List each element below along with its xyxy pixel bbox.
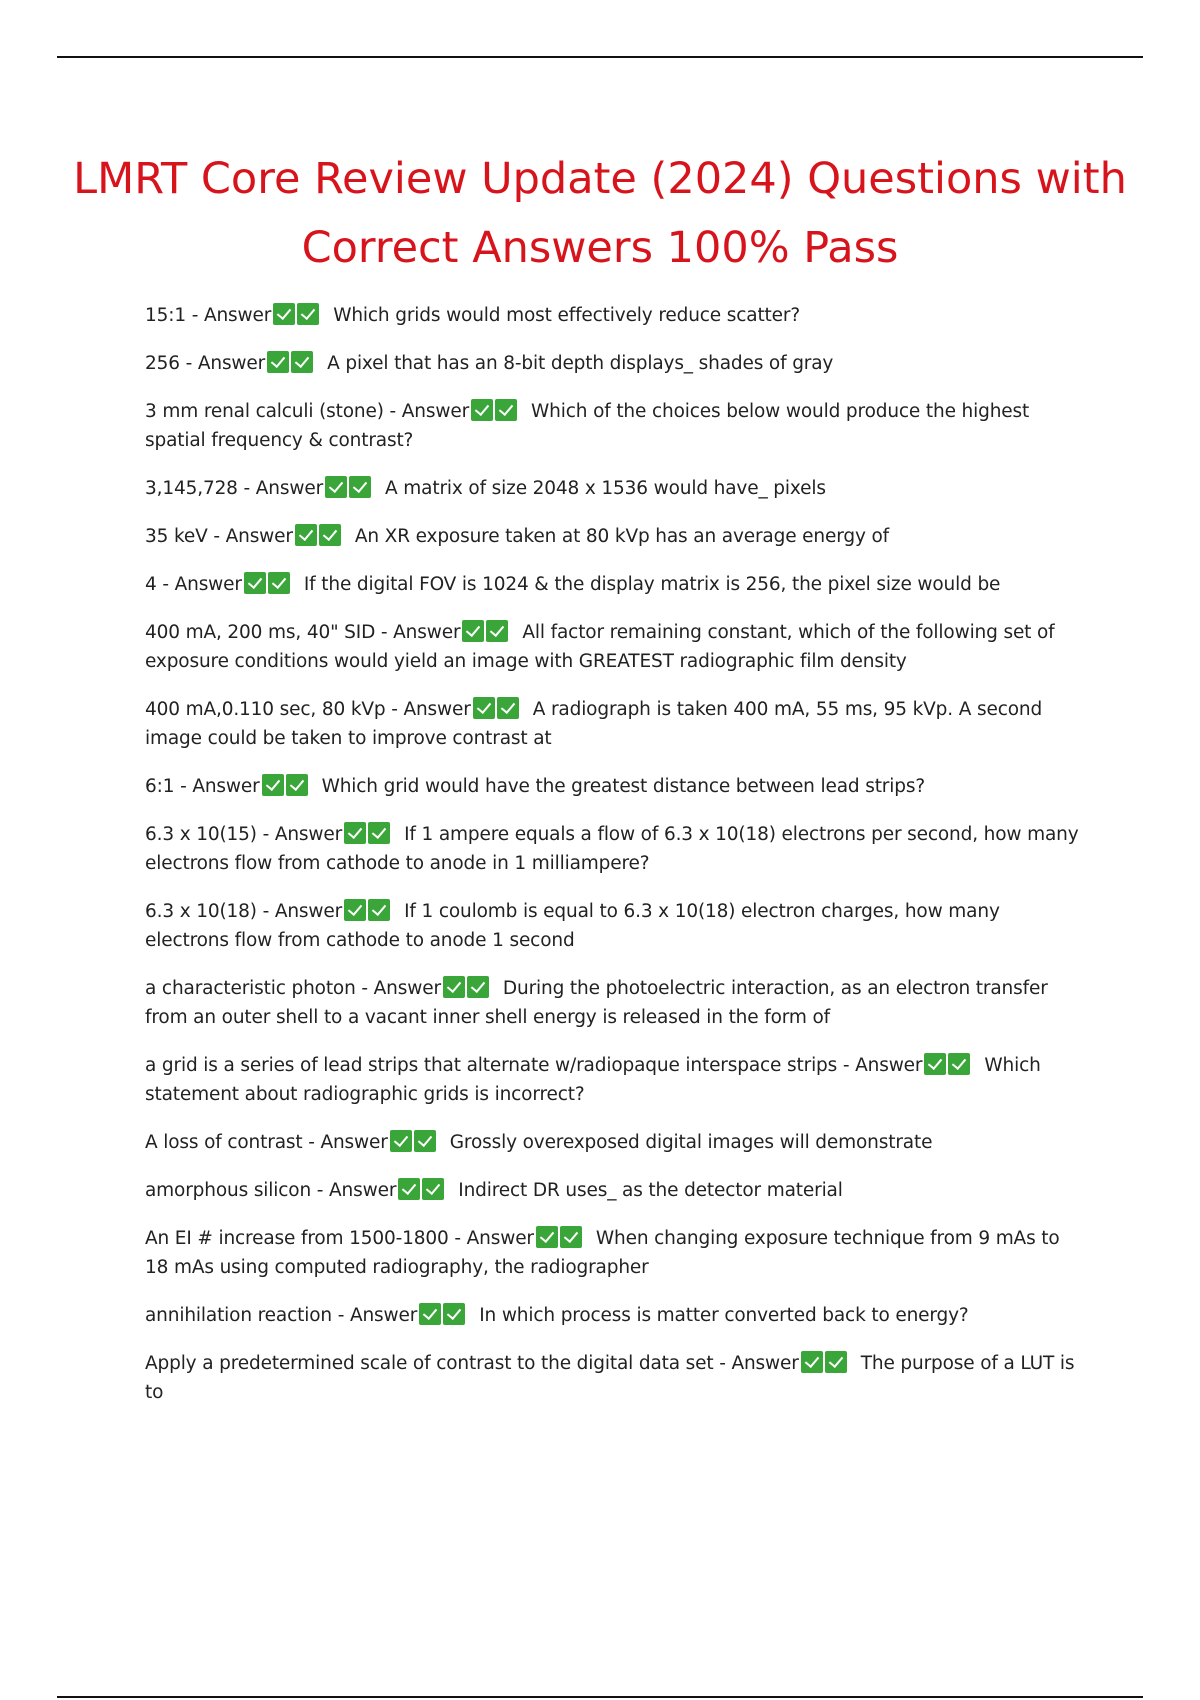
question-text: If the digital FOV is 1024 & the display matrix is 256, the pixel size would be bbox=[303, 574, 1001, 595]
question-text: A pixel that has an 8-bit depth displays_ shades of gray bbox=[327, 353, 834, 374]
check-mark-icon bbox=[948, 1053, 970, 1075]
qa-item bbox=[145, 1349, 1085, 1407]
check-mark-icon bbox=[268, 572, 290, 594]
qa-item bbox=[145, 1051, 1085, 1109]
check-mark-icon bbox=[297, 303, 319, 325]
qa-item bbox=[145, 1128, 1085, 1157]
check-mark-icon bbox=[473, 697, 495, 719]
qa-item bbox=[145, 820, 1085, 878]
qa-item bbox=[145, 570, 1085, 599]
top-divider bbox=[57, 56, 1143, 58]
qa-item bbox=[145, 1224, 1085, 1282]
question-text: In which process is matter converted back to energy? bbox=[479, 1305, 969, 1326]
page-title: LMRT Core Review Update (2024) Questions with Correct Answers 100% Pass bbox=[73, 154, 1127, 273]
bottom-divider bbox=[57, 1696, 1143, 1698]
answer-text: annihilation reaction bbox=[145, 1305, 332, 1326]
question-text: During the photoelectric interaction, as an electron transfer from an outer shell to a vacant inner shell energy is released in the form of bbox=[145, 978, 1048, 1028]
check-mark-icon bbox=[286, 774, 308, 796]
check-mark-icon bbox=[390, 1130, 412, 1152]
check-mark-icon bbox=[560, 1226, 582, 1248]
check-mark-icon bbox=[825, 1351, 847, 1373]
check-mark-icon bbox=[495, 399, 517, 421]
answer-text: 4 bbox=[145, 574, 157, 595]
answer-label: - Answer bbox=[262, 824, 343, 845]
answer-label: - Answer bbox=[391, 699, 471, 720]
check-mark-icon bbox=[443, 1303, 465, 1325]
answer-text: 3,145,728 bbox=[145, 478, 238, 499]
answer-label: - Answer bbox=[185, 353, 266, 374]
question-text: Which of the choices below would produce the highest spatial frequency & contrast? bbox=[145, 401, 1030, 451]
check-mark-icon bbox=[414, 1130, 436, 1152]
qa-list bbox=[145, 301, 1085, 1426]
check-mark-icon bbox=[536, 1226, 558, 1248]
answer-text: 35 keV bbox=[145, 526, 208, 547]
answer-label: - Answer bbox=[162, 574, 242, 595]
answer-label: - Answer bbox=[842, 1055, 923, 1076]
answer-label: - Answer bbox=[308, 1132, 388, 1153]
check-mark-icon bbox=[924, 1053, 946, 1075]
check-mark-icon bbox=[344, 899, 366, 921]
qa-item bbox=[145, 974, 1085, 1032]
qa-item bbox=[145, 772, 1085, 801]
question-text: If 1 ampere equals a flow of 6.3 x 10(18) electrons per second, how many electrons flow from cathode to anode in 1 milliampere? bbox=[145, 824, 1079, 874]
qa-item bbox=[145, 349, 1085, 378]
answer-text: A loss of contrast bbox=[145, 1132, 303, 1153]
answer-label: - Answer bbox=[389, 401, 470, 422]
qa-item bbox=[145, 1301, 1085, 1330]
question-text: Which statement about radiographic grids is incorrect? bbox=[145, 1055, 1041, 1105]
answer-text: 6.3 x 10(18) bbox=[145, 901, 257, 922]
check-mark-icon bbox=[319, 524, 341, 546]
check-mark-icon bbox=[291, 351, 313, 373]
answer-label: - Answer bbox=[337, 1305, 418, 1326]
check-mark-icon bbox=[467, 976, 489, 998]
answer-label: - Answer bbox=[454, 1228, 534, 1249]
qa-item bbox=[145, 1176, 1085, 1205]
answer-text: 15:1 bbox=[145, 305, 186, 326]
qa-item bbox=[145, 474, 1085, 503]
check-mark-icon bbox=[419, 1303, 441, 1325]
answer-label: - Answer bbox=[316, 1180, 397, 1201]
question-text: Indirect DR uses_ as the detector material bbox=[458, 1180, 843, 1201]
question-text: An XR exposure taken at 80 kVp has an average energy of bbox=[354, 526, 889, 547]
question-text: When changing exposure technique from 9 mAs to 18 mAs using computed radiography, the radiographer bbox=[145, 1228, 1060, 1278]
check-mark-icon bbox=[344, 822, 366, 844]
answer-label: - Answer bbox=[180, 776, 260, 797]
check-mark-icon bbox=[267, 351, 289, 373]
question-text: All factor remaining constant, which of the following set of exposure conditions would yield an image with GREATEST radiographic film density bbox=[145, 622, 1055, 672]
check-mark-icon bbox=[462, 620, 484, 642]
answer-text: 6:1 bbox=[145, 776, 175, 797]
answer-label: - Answer bbox=[262, 901, 343, 922]
check-mark-icon bbox=[801, 1351, 823, 1373]
question-text: A matrix of size 2048 x 1536 would have_ pixels bbox=[385, 478, 826, 499]
answer-text: 400 mA,0.110 sec, 80 kVp bbox=[145, 699, 386, 720]
answer-text: a grid is a series of lead strips that alternate w/radiopaque interspace strips bbox=[145, 1055, 838, 1076]
answer-label: - Answer bbox=[191, 305, 272, 326]
answer-text: 256 bbox=[145, 353, 180, 374]
check-mark-icon bbox=[273, 303, 295, 325]
answer-label: - Answer bbox=[719, 1353, 799, 1374]
check-mark-icon bbox=[398, 1178, 420, 1200]
answer-label: - Answer bbox=[361, 978, 441, 999]
check-mark-icon bbox=[368, 899, 390, 921]
answer-text: a characteristic photon bbox=[145, 978, 356, 999]
question-text: Which grids would most effectively reduce scatter? bbox=[333, 305, 801, 326]
check-mark-icon bbox=[486, 620, 508, 642]
question-text: If 1 coulomb is equal to 6.3 x 10(18) electron charges, how many electrons flow from cathode to anode 1 second bbox=[145, 901, 1000, 951]
check-mark-icon bbox=[349, 476, 371, 498]
question-text: Which grid would have the greatest distance between lead strips? bbox=[321, 776, 926, 797]
answer-text: 6.3 x 10(15) bbox=[145, 824, 257, 845]
qa-item bbox=[145, 397, 1085, 455]
check-mark-icon bbox=[262, 774, 284, 796]
check-mark-icon bbox=[443, 976, 465, 998]
qa-item bbox=[145, 618, 1085, 676]
answer-label: - Answer bbox=[243, 478, 324, 499]
answer-text: 400 mA, 200 ms, 40" SID bbox=[145, 622, 376, 643]
answer-label: - Answer bbox=[213, 526, 293, 547]
check-mark-icon bbox=[471, 399, 493, 421]
answer-text: 3 mm renal calculi (stone) bbox=[145, 401, 384, 422]
question-text: A radiograph is taken 400 mA, 55 ms, 95 kVp. A second image could be taken to improve contrast at bbox=[145, 699, 1043, 749]
answer-text: amorphous silicon bbox=[145, 1180, 312, 1201]
question-text: Grossly overexposed digital images will demonstrate bbox=[449, 1132, 933, 1153]
qa-item bbox=[145, 695, 1085, 753]
qa-item bbox=[145, 522, 1085, 551]
check-mark-icon bbox=[422, 1178, 444, 1200]
check-mark-icon bbox=[295, 524, 317, 546]
answer-text: An EI # increase from 1500-1800 bbox=[145, 1228, 449, 1249]
answer-text: Apply a predetermined scale of contrast to the digital data set bbox=[145, 1353, 714, 1374]
qa-item bbox=[145, 301, 1085, 330]
check-mark-icon bbox=[368, 822, 390, 844]
check-mark-icon bbox=[244, 572, 266, 594]
question-text: The purpose of a LUT is to bbox=[145, 1353, 1075, 1403]
qa-item bbox=[145, 897, 1085, 955]
check-mark-icon bbox=[325, 476, 347, 498]
answer-label: - Answer bbox=[380, 622, 461, 643]
check-mark-icon bbox=[497, 697, 519, 719]
